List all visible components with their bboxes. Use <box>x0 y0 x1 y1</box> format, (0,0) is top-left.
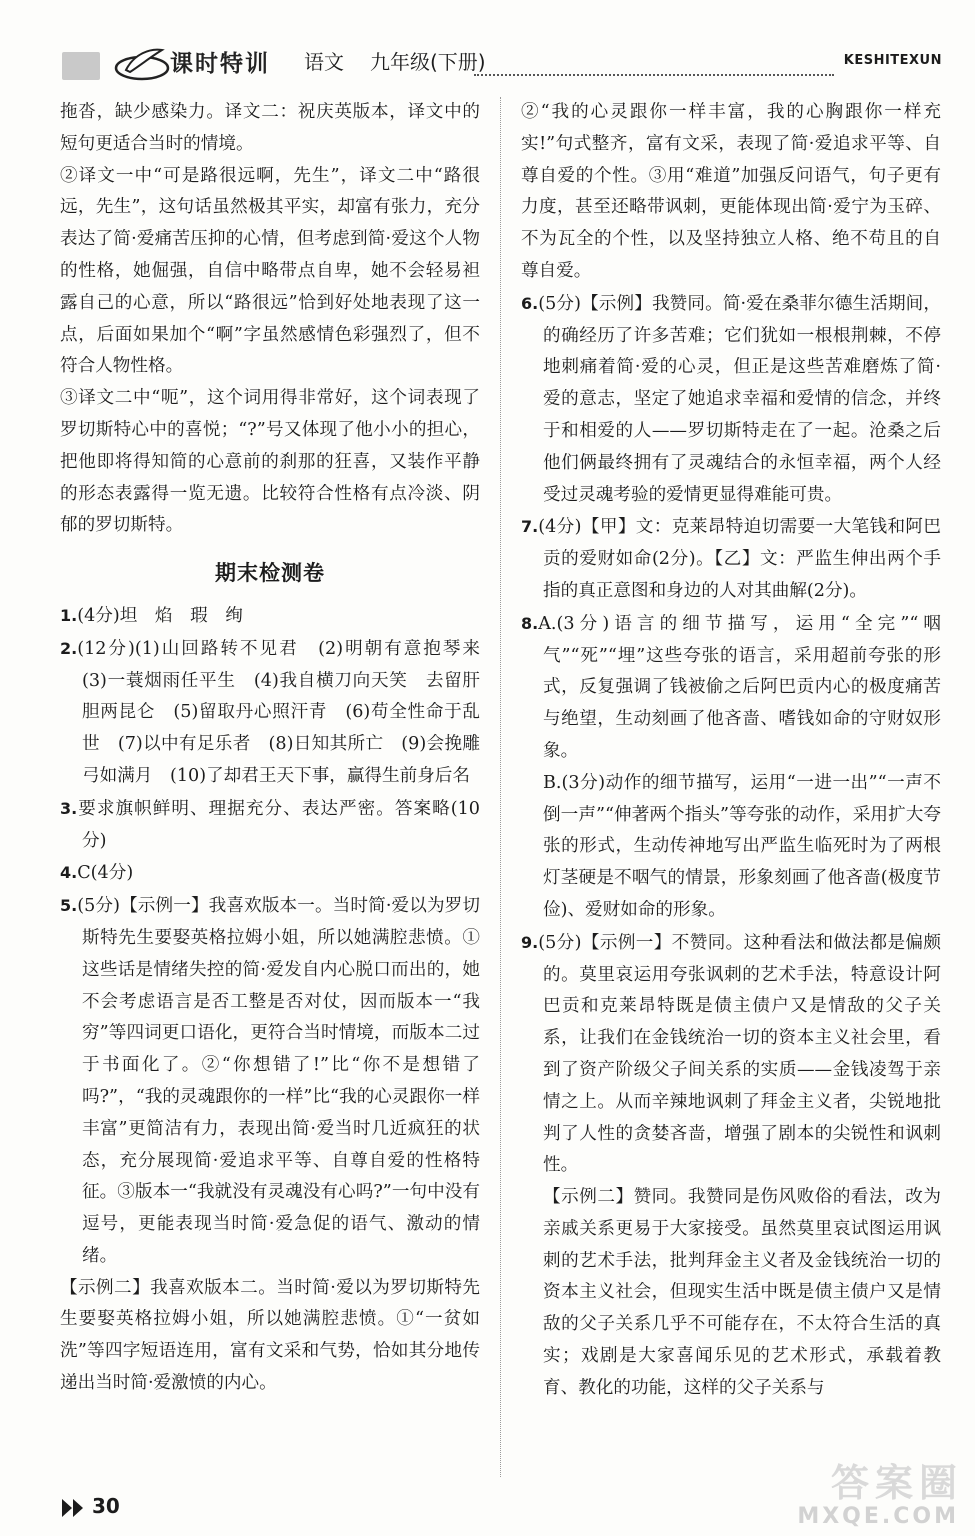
answer-text: (12分)(1)山回路转不见君 (2)明朝有意抱琴来 (3)一蓑烟雨任平生 (4)我自横刀向天笑 去留肝胆两昆仑 (5)留取丹心照汗青 (6)苟全性命于乱世 (7)以中有足乐者 (8)日知其所亡 (9)会挽雕弓如满月 (10)了却君王天下事，赢得生前身后名 <box>77 638 498 786</box>
answer-item-3 <box>60 793 480 858</box>
answer-item-5 <box>60 890 480 1273</box>
answer-item-8 <box>521 608 941 768</box>
page-number: 30 <box>92 1494 120 1518</box>
header-logo-text: 课时特训 <box>170 51 270 77</box>
left-paragraph-1: 拖沓，缺少感染力。译文二：祝庆英版本，译文中的短句更适合当时的情境。 <box>60 102 480 154</box>
quill-logo-icon <box>112 46 172 82</box>
answer-number: 6. <box>521 293 539 313</box>
answer-number: 9. <box>521 932 539 952</box>
answer-item-2 <box>60 633 498 793</box>
answer-text: (5分)【示例一】我喜欢版本一。当时简·爱以为罗切斯特先生要娶英格拉姆小姐，所以她满腔悲愤。①这些话是情绪失控的简·爱发自内心脱口而出的，她不会考虑语言是否工整是否对仗，因而版本一“我穷”等四词更口语化，更符合当时情境，而版本二过于书面化了。②“你想错了!”比“你不是想错了吗?”，“我的灵魂跟你的一样”比“我的心灵跟你一样丰富”更简洁有力，表现出简·爱当时几近疯狂的状态，充分展现简·爱追求平等、自尊自爱的性格特征。③版本一“我就没有灵魂没有心吗?”一句中没有逗号，更能表现当时简·爱急促的语气、激动的情绪。 <box>77 896 480 1266</box>
watermark-top: 答案圈 <box>830 1461 963 1505</box>
answer-number: 8. <box>521 613 539 633</box>
answer-item-9 <box>521 927 941 1182</box>
column-divider <box>500 97 501 1477</box>
page-header <box>62 40 942 86</box>
answer-text: 要求旗帜鲜明、理据充分、表达严密。答案略(10分) <box>77 798 480 851</box>
double-arrow-icon <box>60 1497 88 1519</box>
answer-item-6 <box>521 288 941 512</box>
right-paragraph-2: B.(3分)动作的细节描写，运用“一进一出”“一声不倒一声”“伸著两个指头”等夸张的动作，采用扩大夸张的形式，生动传神地写出严监生临死时为了两根灯茎硬是不咽气的情景，形象刻画了他吝啬(极度节俭)、爱财如命的形象。 <box>543 772 941 920</box>
answer-item-4 <box>60 857 480 890</box>
answer-number: 3. <box>60 798 78 818</box>
header-decor-box <box>62 52 100 80</box>
answer-number: 5. <box>60 896 78 916</box>
answer-number: 4. <box>60 863 78 883</box>
right-paragraph-1: ②“我的心灵跟你一样丰富，我的心胸跟你一样充实!”句式整齐，富有文采，表现了简·爱追求平等、自尊自爱的个性。③用“难道”加强反问语气，句子更有力度，甚至还略带讽刺，更能体现出简·爱宁为玉碎、不为瓦全的个性，以及坚持独立人格、绝不苟且的自尊自爱。 <box>521 102 941 281</box>
left-paragraph-3: ③译文二中“呃”，这个词用得非常好，这个词表现了罗切斯特心中的喜悦；“?”号又体现了他小小的担心，把他即将得知简的心意前的刹那的狂喜，又装作平静的形态表露得一览无遗。比较符合性格有点冷淡、阴郁的罗切斯特。 <box>60 388 480 536</box>
header-grade: 九年级(下册) <box>370 50 486 74</box>
right-paragraph-3: 【示例二】赞同。我赞同是伤风败俗的看法，改为亲戚关系更易于大家接受。虽然莫里哀试图运用讽刺的艺术手法，批判拜金主义者及金钱统治一切的资本主义社会，但现实生活中既是债主债户又是情敌的父子关系几乎不可能存在，不太符合生活的真实；戏剧是大家喜闻乐见的艺术形式，承载着教育、教化的功能，这样的父子关系与 <box>543 1187 941 1398</box>
left-paragraph-2-text: ②译文一中“可是路很远啊，先生”，译文二中“路很远，先生”，这句话虽然极其平实，却富有张力，充分表达了简·爱痛苦压抑的心情，但考虑到简·爱这个人物的性格，她倔强，自信中略带点自卑，她不会轻易袒露自己的心意，所以“路很远”恰到好处地表现了这一点，后面如果加个“啊”字虽然感情色彩强烈了，但不符合人物性格。 <box>60 165 480 377</box>
answer-item-1 <box>60 600 480 633</box>
answer-number: 7. <box>521 517 539 537</box>
answer-text: (4分)坦 焰 瑕 绚 <box>77 605 243 626</box>
left-paragraph-2 <box>60 161 480 384</box>
section-title: 期末检测卷 <box>215 561 325 586</box>
header-dotted-rule <box>474 74 834 76</box>
answer-item-7 <box>521 511 941 607</box>
watermark <box>793 1452 963 1534</box>
watermark-bottom: MXQE.COM <box>797 1504 959 1529</box>
answer-text: (5分)【示例一】不赞同。这种看法和做法都是偏颇的。莫里哀运用夸张讽刺的艺术手法，特意设计阿巴贡和克莱昂特既是债主债户又是情敌的父子关系，让我们在金钱统治一切的资本主义社会里，看到了资产阶级父子间关系的实质——金钱凌驾于亲情之上。从而辛辣地讽刺了拜金主义者，尖锐地批判了人性的贪婪吝啬，增强了剧本的尖锐性和讽刺性。 <box>538 932 941 1176</box>
left-column <box>60 97 498 1400</box>
left-paragraph-4: 【示例二】我喜欢版本二。当时简·爱以为罗切斯特先生要娶英格拉姆小姐，所以她满腔悲愤。①“一贫如洗”等四字短语连用，富有文采和气势，恰如其分地传递出当时简·爱激愤的内心。 <box>60 1277 480 1394</box>
answer-text: C(4分) <box>77 863 134 884</box>
answer-number: 1. <box>60 605 78 625</box>
answer-text: (5分)【示例】我赞同。简·爱在桑菲尔德生活期间，的确经历了许多苦难；它们犹如一根根荆棘，不停地刺痛着简·爱的心灵，但正是这些苦难磨炼了简·爱的意志，坚定了她追求幸福和爱情的信念，并终于和相爱的人——罗切斯特走在了一起。沧桑之后他们俩最终拥有了灵魂结合的永恒幸福，两个人经受过灵魂考验的爱情更显得难能可贵。 <box>538 293 941 505</box>
header-subject: 语文 <box>304 50 344 74</box>
answer-text: (4分)【甲】文：克莱昂特迫切需要一大笔钱和阿巴贡的爱财如命(2分)。【乙】文：严监生伸出两个手指的真正意图和身边的人对其曲解(2分)。 <box>538 517 941 601</box>
right-column <box>521 97 941 1405</box>
answer-text: A.(3分)语言的细节描写，运用“全完”“咽气”“死”“埋”这些夸张的语言，采用超前夸张的形式，反复强调了钱被偷之后阿巴贡内心的极度痛苦与绝望，生动刻画了他吝啬、嗜钱如命的守财奴形象。 <box>538 613 941 761</box>
answer-number: 2. <box>60 638 78 658</box>
header-brand: KESHITEXUN <box>843 53 942 68</box>
